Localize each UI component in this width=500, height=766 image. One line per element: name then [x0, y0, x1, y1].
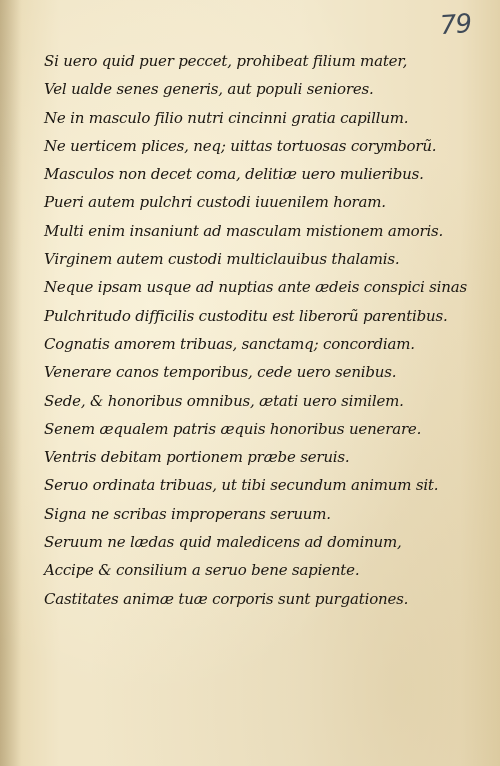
verse-line-5: Masculos non decet coma, delitiæ uero mulieribus. [44, 165, 424, 184]
verse-line-4: Ne uerticem plices, neq; uittas tortuosas corymborũ. [44, 136, 437, 155]
verse-line-18: Seruum ne lædas quid maledicens ad dominum, [44, 533, 402, 552]
verse-line-14: Senem æqualem patris æquis honoribus uenerare. [44, 419, 422, 438]
verse-line-9: Neque ipsam usque ad nuptias ante ædeis conspici sinas [44, 278, 467, 297]
verse-line-8: Virginem autem custodi multiclauibus thalamis. [44, 250, 400, 269]
verse-line-3: Ne in masculo filio nutri cincinni gratia capillum. [44, 108, 409, 127]
verse-line-17: Signa ne scribas improperans seruum. [44, 504, 331, 523]
verse-line-19: Accipe & consilium a seruo bene sapiente. [44, 561, 360, 580]
verse-line-1: Si uero quid puer peccet, prohibeat filium mater, [44, 52, 408, 70]
gutter-shadow [0, 0, 22, 766]
verse-line-10: Pulchritudo difficilis custoditu est liberorũ parentibus. [44, 306, 448, 325]
verse-text-block [44, 47, 484, 613]
verse-line-16: Seruo ordinata tribuas, ut tibi secundum animum sit. [44, 476, 439, 495]
verse-line-13: Sede, & honoribus omnibus, ætati uero similem. [44, 391, 404, 410]
folio-number: 79 [438, 8, 473, 42]
verse-line-2: Vel ualde senes generis, aut populi seniores. [44, 80, 374, 99]
verse-line-20: Castitates animæ tuæ corporis sunt purgationes. [44, 589, 409, 608]
verse-line-7: Multi enim insaniunt ad masculam mistionem amoris. [44, 221, 444, 240]
verse-line-15: Ventris debitam portionem præbe seruis. [44, 448, 350, 467]
verse-line-11: Cognatis amorem tribuas, sanctamq; concordiam. [44, 334, 415, 353]
verse-line-6: Pueri autem pulchri custodi iuuenilem horam. [44, 193, 386, 212]
verse-line-12: Venerare canos temporibus, cede uero senibus. [44, 363, 397, 382]
